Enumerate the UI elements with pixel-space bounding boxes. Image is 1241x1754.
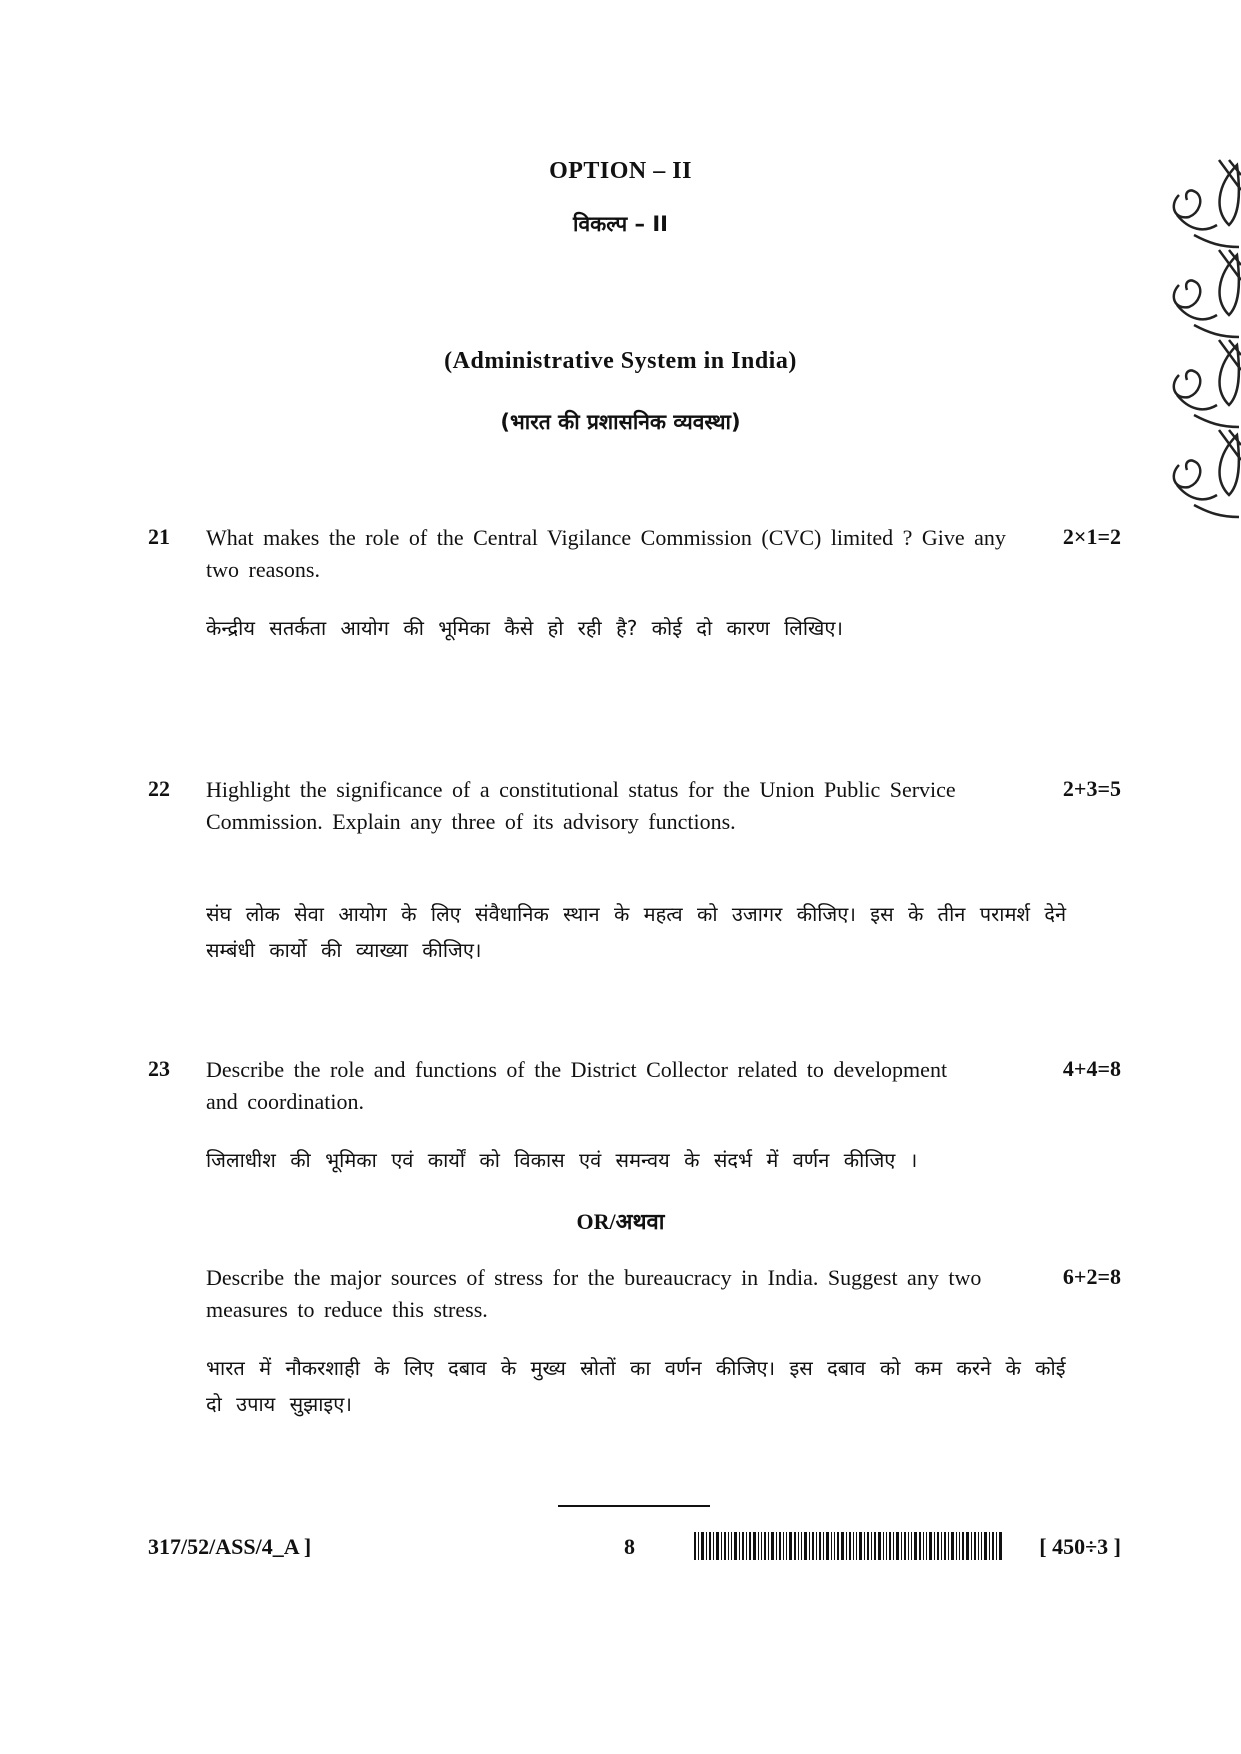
question-number: 23: [148, 1056, 170, 1081]
question-text: Highlight the significance of a constitutional status for the Union Public Service Commission. Explain any three of its advisory functions.: [206, 777, 956, 834]
or-label: OR/अथवा: [576, 1209, 665, 1234]
question-text-hindi: संघ लोक सेवा आयोग के लिए संवैधानिक स्थान के महत्व को उजागर कीजिए। इस के तीन परामर्श देने सम्बंधी कार्यो की व्याख्या कीजिए।: [206, 902, 1067, 962]
question-marks: 2+3=5: [1062, 776, 1121, 801]
question-marks: 4+4=8: [1062, 1056, 1121, 1081]
page-number: 8: [624, 1534, 635, 1559]
question-marks: 2×1=2: [1062, 524, 1121, 549]
alternative-question-text-hindi: भारत में नौकरशाही के लिए दबाव के मुख्य स्रोतों का वर्णन कीजिए। इस दबाव को कम करने के कोई दो उपाय सुझाइए।: [206, 1356, 1066, 1416]
barcode: [694, 1532, 1002, 1560]
question-text: What makes the role of the Central Vigilance Commission (CVC) limited ? Give any two reasons.: [206, 525, 1006, 582]
copies-code: [ 450÷3 ]: [1039, 1534, 1121, 1559]
alternative-question-text: Describe the major sources of stress for the bureaucracy in India. Suggest any two measures to reduce this stress.: [206, 1265, 982, 1322]
option-title: OPTION – II: [549, 158, 692, 184]
question-text-hindi: जिलाधीश की भूमिका एवं कार्यों को विकास एवं समन्वय के संदर्भ में वर्णन कीजिए ।: [206, 1148, 918, 1172]
alternative-question-marks: 6+2=8: [1062, 1264, 1121, 1289]
question-number: 21: [148, 524, 170, 549]
question-text-hindi: केन्द्रीय सतर्कता आयोग की भूमिका कैसे हो रही है? कोई दो कारण लिखिए।: [206, 616, 844, 640]
option-title-hindi: विकल्प – II: [573, 212, 668, 236]
subject-title-hindi: (भारत की प्रशासनिक व्यवस्था): [500, 410, 741, 434]
paper-code: 317/52/ASS/4_A ]: [148, 1534, 312, 1559]
end-of-page-rule: [558, 1505, 710, 1507]
subject-title: (Administrative System in India): [444, 348, 797, 374]
question-number: 22: [148, 776, 170, 801]
question-text: Describe the role and functions of the District Collector related to development and coordination.: [206, 1057, 948, 1114]
